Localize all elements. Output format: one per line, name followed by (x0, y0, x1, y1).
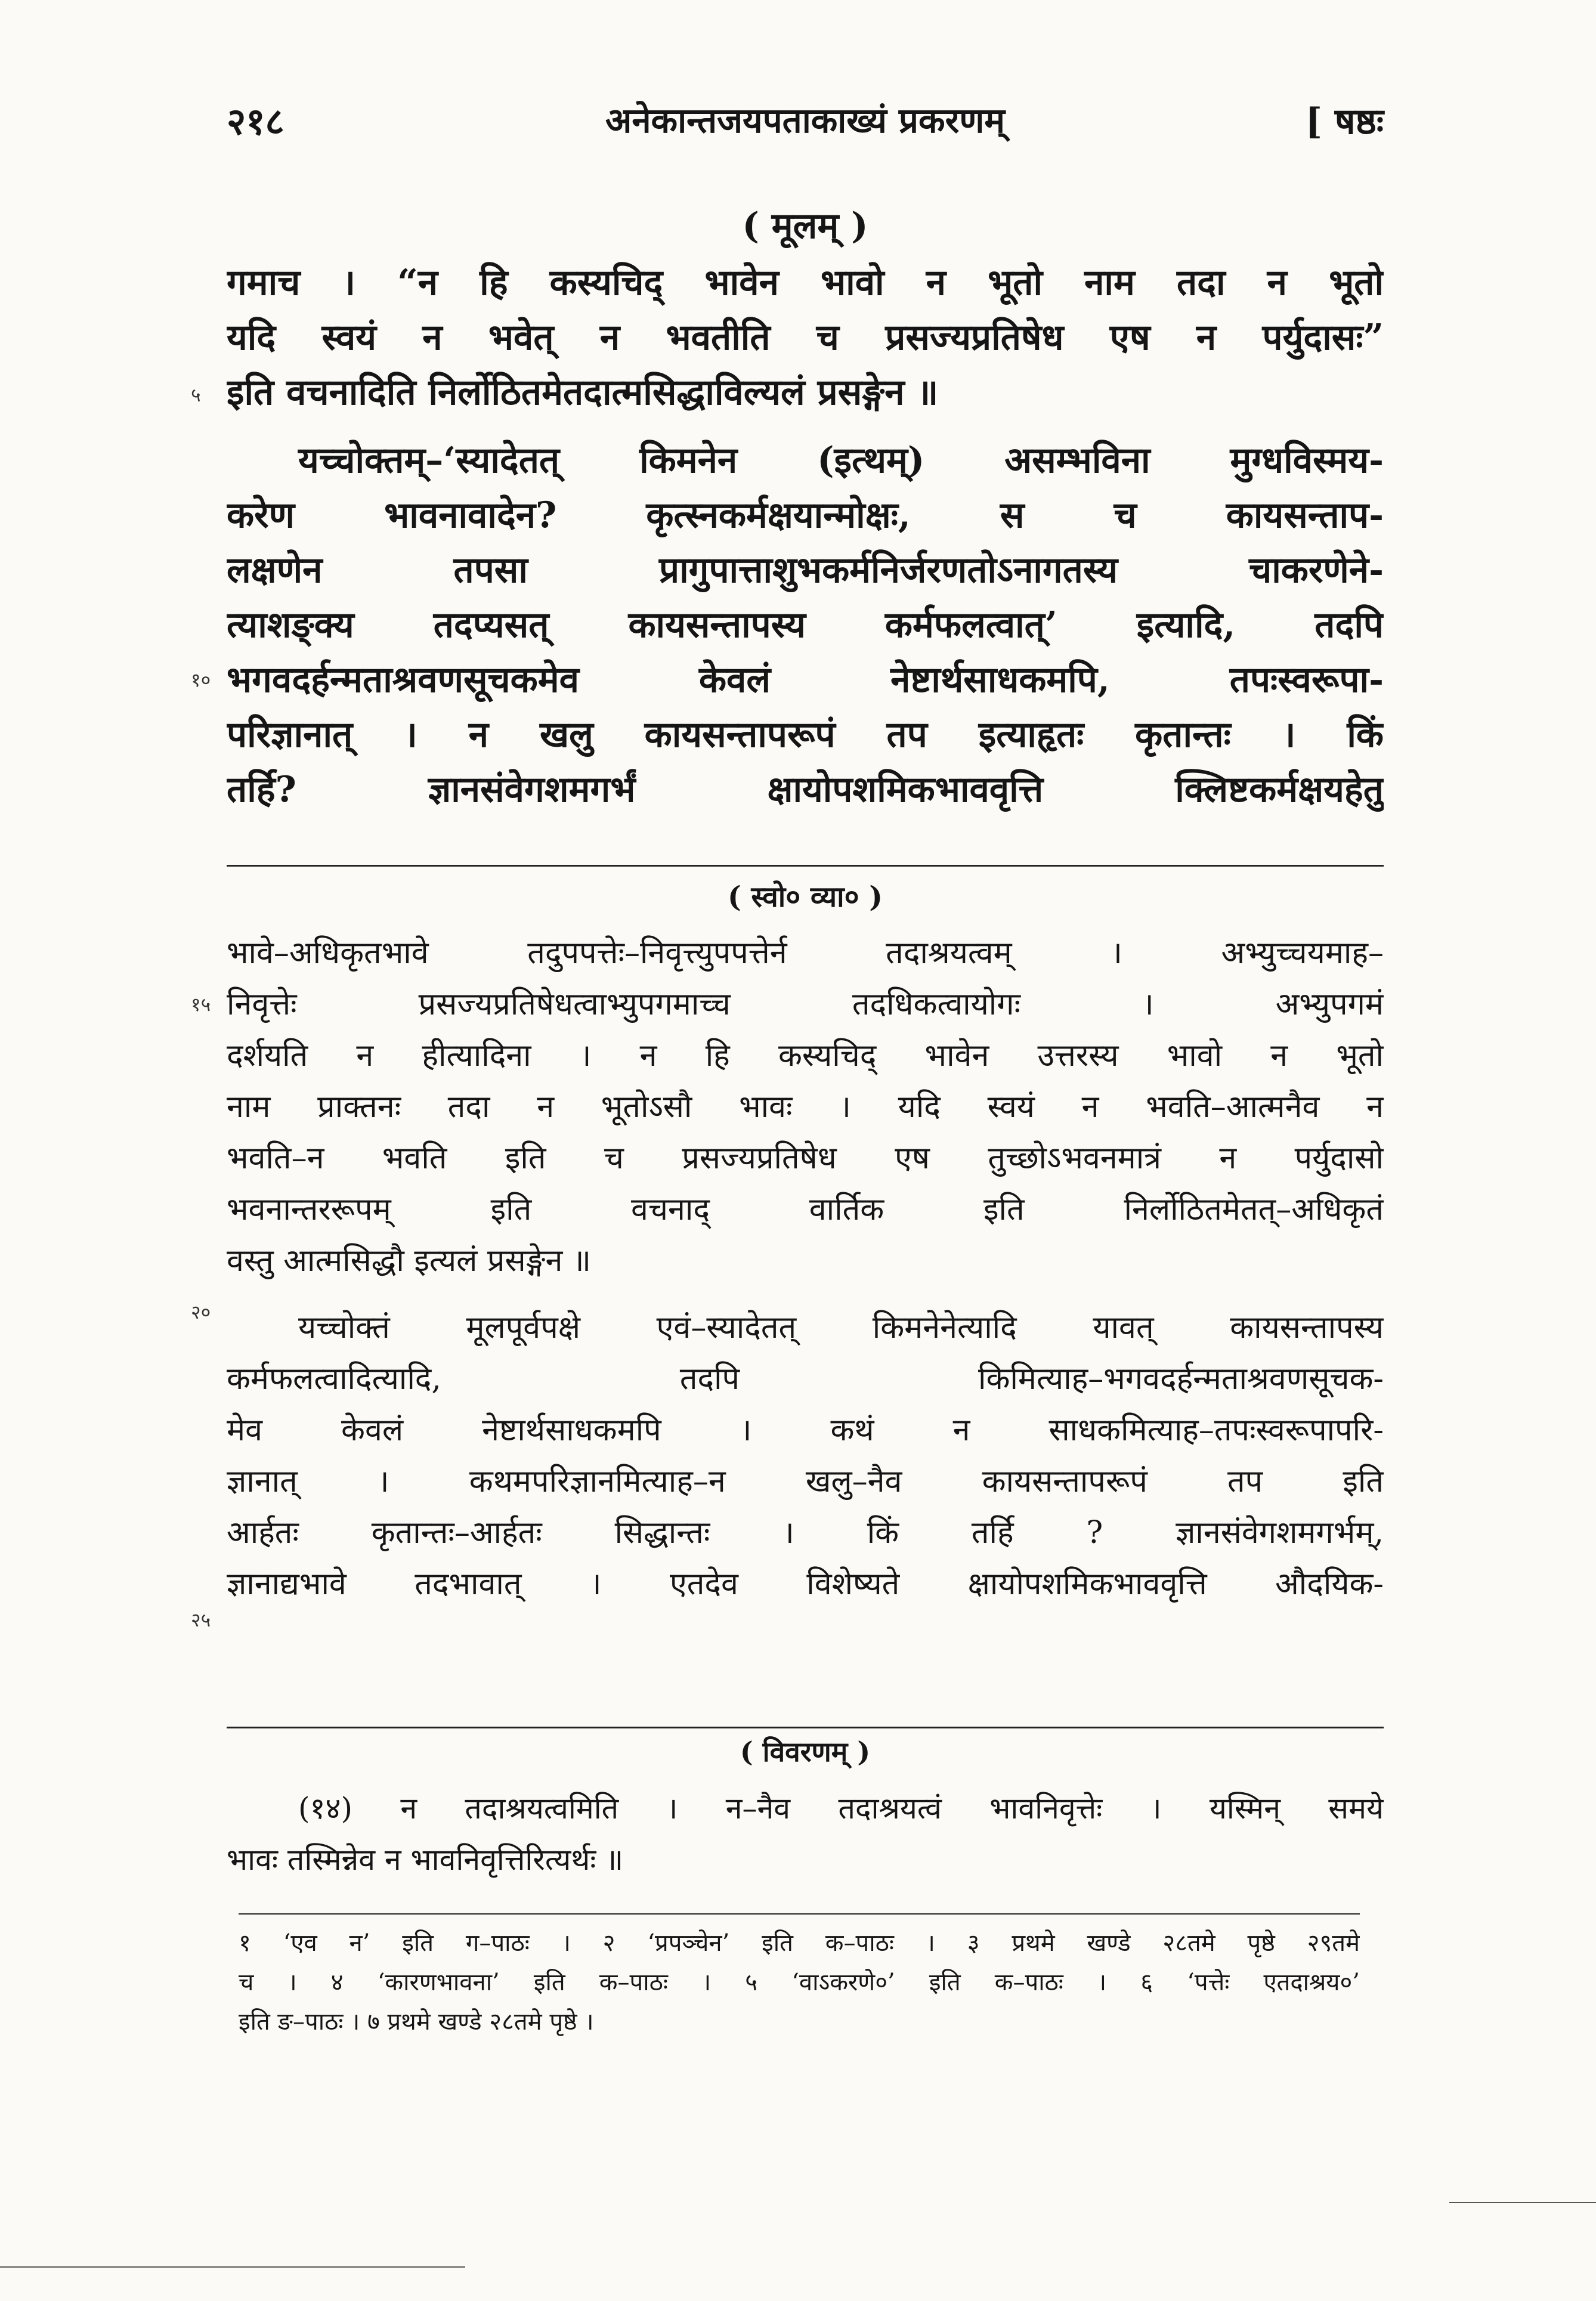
commentary-line: कर्मफलत्वादित्यादि, तदपि किमित्याह–भगवदर्हन्मताश्रवणसूचक- (227, 1361, 1384, 1397)
vivarana-title: ( विवरणम् ) (740, 1736, 871, 1768)
page-number: २१८ (227, 100, 284, 143)
commentary-title: ( स्वो० व्या० ) (728, 880, 883, 914)
section-divider (227, 1727, 1384, 1728)
root-line: करेण भावनावादेन? कृत्स्नकर्मक्षयान्मोक्षः, स च कायसन्ताप- (227, 494, 1384, 536)
commentary-line: मेव केवलं नेष्टार्थसाधकमपि । कथं न साधकमित्याह–तपःस्वरूपापरि- (227, 1412, 1384, 1448)
line-number: १५ (191, 993, 211, 1016)
root-line: लक्षणेन तपसा प्रागुपात्ताशुभकर्मनिर्जरणतोऽनागतस्य चाकरणेने- (227, 549, 1384, 591)
commentary-line: ज्ञानात् । कथमपरिज्ञानमित्याह–न खलु–नैव कायसन्तापरूपं तप इति (227, 1464, 1384, 1499)
vivarana-line: (१४) न तदाश्रयत्वमिति । न–नैव तदाश्रयत्वं भावनिवृत्तेः । यस्मिन् समये (298, 1791, 1384, 1826)
commentary-line: नाम प्राक्तनः तदा न भूतोऽसौ भावः । यदि स्वयं न भवति–आत्मनैव न (227, 1089, 1384, 1125)
root-line: तर्हि? ज्ञानसंवेगशमगर्भं क्षायोपशमिकभाववृत्ति क्लिष्टकर्मक्षयहेतु (227, 769, 1384, 811)
scan-edge-line (1449, 2202, 1596, 2203)
footnote-divider (239, 1913, 1360, 1915)
commentary-line: भवति–न भवति इति च प्रसज्यप्रतिषेध एष तुच्छोऽभवनमात्रं न पर्युदासो (227, 1140, 1384, 1176)
root-line: गमाच । “न हि कस्यचिद् भावेन भावो न भूतो नाम तदा न भूतो (227, 262, 1384, 304)
footnote-line: इति ङ–पाठः । ७ प्रथमे खण्डे २८तमे पृष्ठे । (239, 2008, 594, 2036)
root-line: भगवदर्हन्मताश्रवणसूचकमेव केवलं नेष्टार्थसाधकमपि, तपःस्वरूपा- (227, 659, 1384, 701)
root-line: इति वचनादिति निर्लोठितमेतदात्मसिद्धाविल्यलं प्रसङ्गेन ॥ (227, 372, 939, 413)
scan-edge-line (0, 2266, 465, 2268)
commentary-line: निवृत्तेः प्रसज्यप्रतिषेधत्वाभ्युपगमाच्च तदधिकत्वायोगः । अभ्युपगमं (227, 986, 1384, 1022)
footnote-line: च । ४ ‘कारणभावना’ इति क–पाठः । ५ ‘वाऽकरणे०’ इति क–पाठः । ६ ‘पत्तेः एतदाश्रय०’ (239, 1969, 1360, 1996)
line-number: ५ (191, 384, 201, 406)
line-number: २० (191, 1301, 211, 1323)
commentary-line: दर्शयति न हीत्यादिना । न हि कस्यचिद् भावेन उत्तरस्य भावो न भूतो (227, 1038, 1384, 1074)
root-line: परिज्ञानात् । न खलु कायसन्तापरूपं तप इत्याहृतः कृतान्तः । किं (227, 714, 1384, 756)
root-line: यच्चोक्तम्–‘स्यादेतत् किमनेन (इत्थम्) असम्भविना मुग्धविस्मय- (298, 440, 1384, 481)
vivarana-line: भावः तस्मिन्नेव न भावनिवृत्तिरित्यर्थः ॥ (227, 1842, 624, 1877)
section-divider (227, 865, 1384, 867)
running-header (227, 95, 1384, 149)
root-line: त्याशङ्क्य तदप्यसत् कायसन्तापस्य कर्मफलत्वात्’ इत्यादि, तदपि (227, 604, 1384, 646)
root-text-title: ( मूलम् ) (742, 205, 868, 247)
commentary-line: भावे–अधिकृतभावे तदुपपत्तेः–निवृत्त्युपपत्तेर्न तदाश्रयत्वम् । अभ्युच्चयमाह– (227, 935, 1384, 971)
line-number: २५ (191, 1609, 211, 1631)
commentary-line: आर्हतः कृतान्तः–आर्हतः सिद्धान्तः । किं तर्हि ? ज्ञानसंवेगशमगर्भम्, (227, 1515, 1384, 1551)
root-line: यदि स्वयं न भवेत् न भवतीति च प्रसज्यप्रतिषेध एष न पर्युदासः” (227, 317, 1384, 358)
commentary-line: यच्चोक्तं मूलपूर्वपक्षे एवं–स्यादेतत् किमनेनेत्यादि यावत् कायसन्तापस्य (298, 1310, 1384, 1346)
line-number: १० (191, 669, 211, 691)
commentary-line: वस्तु आत्मसिद्धौ इत्यलं प्रसङ्गेन ॥ (227, 1243, 592, 1279)
footnote-line: १ ‘एव न’ इति ग–पाठः । २ ‘प्रपञ्चेन’ इति क–पाठः । ३ प्रथमे खण्डे २८तमे पृष्ठे २९तमे (239, 1929, 1360, 1957)
commentary-line: ज्ञानाद्यभावे तदभावात् । एतदेव विशेष्यते क्षायोपशमिकभाववृत्ति औदयिक- (227, 1566, 1384, 1602)
commentary-line: भवनान्तररूपम् इति वचनाद् वार्तिक इति निर्लोठितमेतत्–अधिकृतं (227, 1192, 1384, 1227)
running-title: अनेकान्तजयपताकाख्यं प्रकरणम् (605, 100, 1005, 141)
chapter-marker: [ षष्ठः (1305, 101, 1384, 143)
